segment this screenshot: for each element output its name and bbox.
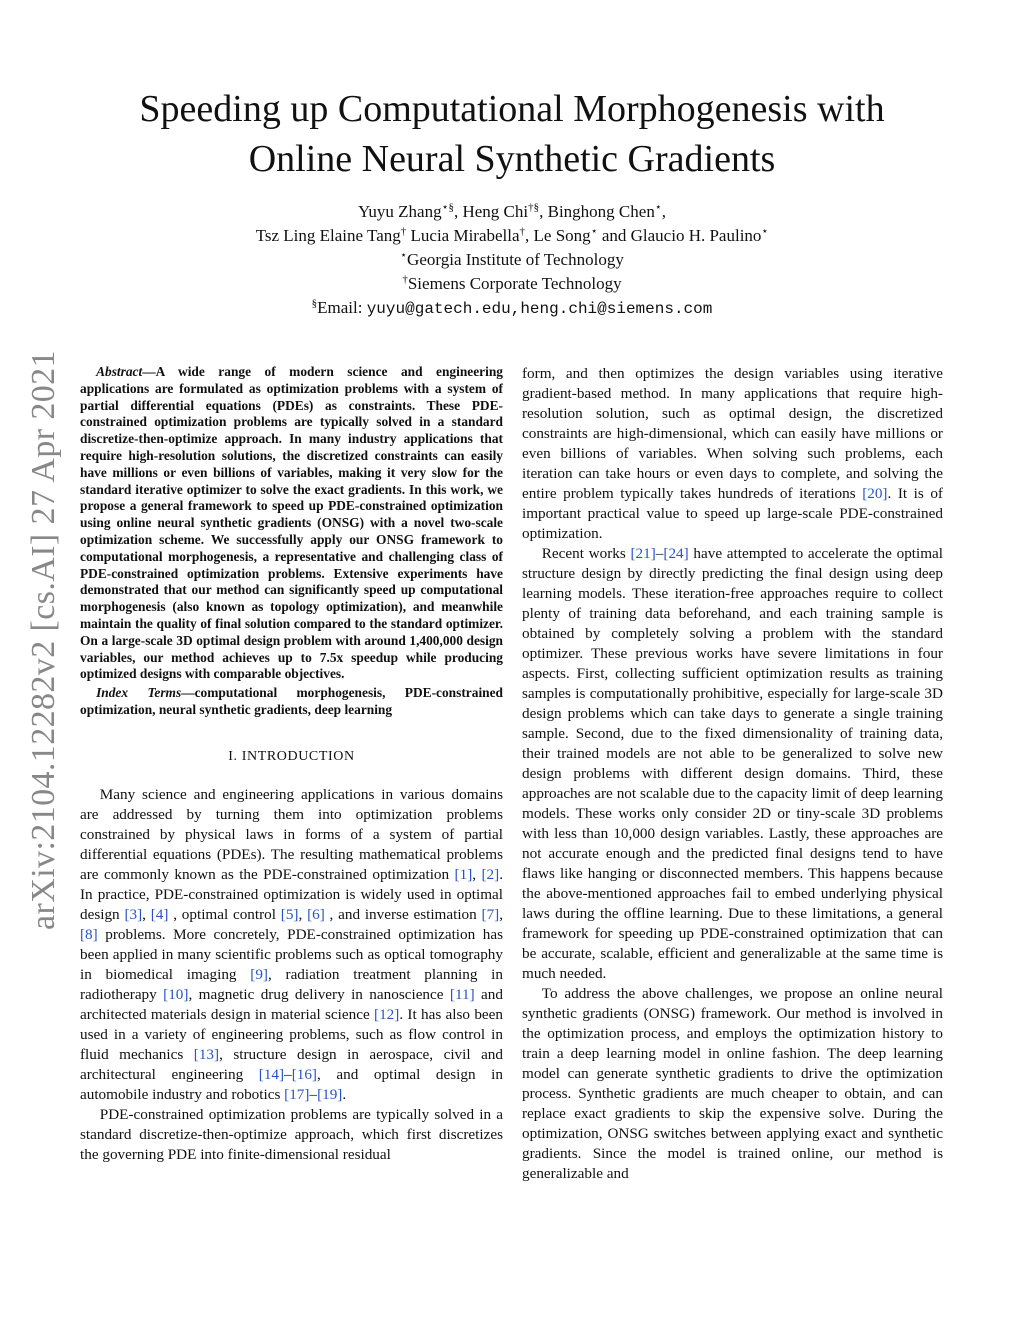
affiliation-mark: † <box>519 225 526 238</box>
citation-link[interactable]: [9] <box>250 965 268 983</box>
author-name: Tsz Ling Elaine Tang <box>255 226 401 245</box>
citation-link[interactable]: [16] <box>291 1065 317 1083</box>
body-text: problems. More concretely, PDE-constrained optimization has been applied in many scientific problems such as optical tomography in biomedical imaging <box>80 925 503 983</box>
body-text: form, and then optimizes the design variables using iterative gradient-based method. In many applications that require high-resolution solution, such as optimal design, the discretized constraints are high-dimensional, which can easily have millions or even billions of variables. When solving such problems, each iteration can take hours or even days to complete, and solving the entire problem typically takes hundreds of iterations <box>522 365 943 502</box>
citation-link[interactable]: [7] <box>481 905 500 923</box>
body-text: , optimal control <box>168 905 281 923</box>
citation-link[interactable]: [12] <box>374 1005 400 1023</box>
body-text: , radiation treatment planning in radiotherapy <box>80 965 503 1003</box>
author-name: , Le Song <box>525 226 591 245</box>
affiliation-mark: † <box>400 225 407 238</box>
citation-link[interactable]: [1] <box>454 865 473 883</box>
author-separator: , <box>661 202 666 221</box>
citation-link[interactable]: [20] <box>862 485 888 502</box>
author-block <box>0 200 1024 321</box>
intro-paragraph-1 <box>80 785 503 1105</box>
left-column <box>80 364 503 1165</box>
author-name: and Glaucio H. Paulino <box>597 226 762 245</box>
body-text: , <box>142 905 151 923</box>
affiliation-georgia-tech <box>0 248 1024 272</box>
abstract-label: Abstract <box>96 364 143 379</box>
citation-link[interactable]: [5] <box>280 905 299 923</box>
citation-link[interactable]: [24] <box>663 545 689 562</box>
body-text: , <box>472 865 482 883</box>
paper-title <box>0 84 1024 184</box>
affiliation-name: Georgia Institute of Technology <box>407 250 624 269</box>
body-text: and architected materials design in material science <box>80 985 503 1023</box>
author-name: , Binghong Chen <box>539 202 655 221</box>
citation-link[interactable]: [19] <box>317 1085 343 1103</box>
body-text: – <box>309 1085 318 1103</box>
body-text: , <box>298 905 308 923</box>
affiliation-siemens <box>0 272 1024 296</box>
citation-link[interactable]: [3] <box>124 905 143 923</box>
arxiv-identifier-stamp <box>26 320 62 960</box>
citation-link[interactable]: [10] <box>163 985 189 1003</box>
body-text: . It has also been used in a variety of engineering problems, such as flow control in fluid mechanics <box>80 1005 503 1063</box>
affiliation-mark: ⋆ <box>400 249 408 262</box>
index-terms-text: —computational morphogenesis, PDE-constrained optimization, neural synthetic gradients, deep learning <box>80 685 504 717</box>
email-addresses[interactable]: yuyu@gatech.edu,heng.chi@siemens.com <box>366 300 713 318</box>
contact-email <box>0 296 1024 321</box>
affiliation-mark: †§ <box>528 201 540 214</box>
author-line-2 <box>0 224 1024 248</box>
index-terms-label: Index Terms <box>96 685 182 701</box>
abstract-text: —A wide range of modern science and engineering applications are formulated as optimization problems with a system of partial differential equations (PDEs) as constraints. These PDE-constrained optimization problems are typically solved in a standard discretize-then-optimize approach. In many industry applications that require high-resolution solutions, the discretized constraints can easily have millions or even billions of variables, making it very slow for the standard iterative optimizer to solve the exact gradients. In this work, we propose a general framework to speed up PDE-constrained optimization using online neural synthetic gradients (ONSG) with a novel two-scale optimization scheme. We successfully apply our ONSG framework to computational morphogenesis, a representative and challenging class of PDE-constrained optimization problems. Extensive experiments have demonstrated that our method can significantly speed up computational morphogenesis (also known as topology optimization), and meanwhile maintain the quality of final solution compared to the standard optimizer. On a large-scale 3D optimal design problem with around 1,400,000 design variables, our method achieves up to 7.5x speedup while producing optimized designs with comparable objectives. <box>80 364 503 682</box>
affiliation-mark: † <box>402 273 408 286</box>
citation-link[interactable]: [11] <box>449 985 475 1003</box>
title-line-2: Online Neural Synthetic Gradients <box>248 138 776 180</box>
author-name: Yuyu Zhang <box>358 202 442 221</box>
citation-link[interactable]: [13] <box>193 1045 220 1063</box>
right-paragraph-1 <box>522 364 943 544</box>
citation-link[interactable]: [8] <box>80 925 98 943</box>
affiliation-mark: ⋆ <box>761 225 769 238</box>
body-text: – <box>655 545 664 562</box>
citation-link[interactable]: [2] <box>481 865 500 883</box>
email-label: Email: <box>317 298 367 317</box>
citation-link[interactable]: [17] <box>284 1085 310 1103</box>
citation-link[interactable]: [21] <box>630 545 656 562</box>
body-text: . <box>342 1085 347 1103</box>
right-paragraph-3: To address the above challenges, we propose an online neural synthetic gradients (ONSG) framework. Our method is involved in the optimization process, and employs the optimization history to train a deep learning model in online fashion. The deep learning model can generate synthetic gradients to drive the optimization process. Synthetic gradients are much cheaper to obtain, and can replace exact gradients to skip the expensive solve. During the optimization, ONSG switches between applying exact and synthetic gradients. Since the model is trained online, our method is generalizable and <box>522 985 943 1182</box>
citation-link[interactable]: [4] <box>150 905 169 923</box>
affiliation-name: Siemens Corporate Technology <box>407 274 622 293</box>
arxiv-identifier-text: arXiv:2104.12282v2 [cs.AI] 27 Apr 2021 <box>25 350 62 930</box>
author-line-1 <box>0 200 1024 224</box>
body-text: – <box>284 1065 292 1083</box>
body-text: , and optimal design in automobile industry and robotics <box>80 1065 503 1103</box>
citation-link[interactable]: [14] <box>258 1065 285 1083</box>
body-text: Many science and engineering applications in various domains are addressed by turning them into optimization problems constrained by physical laws in forms of a system of partial differential equations (PDEs). The resulting mathematical problems are commonly known as the PDE-constrained optimization <box>80 785 503 883</box>
body-text: , magnetic drug delivery in nanoscience <box>188 985 450 1003</box>
abstract <box>80 364 503 683</box>
body-text: . In practice, PDE-constrained optimization is widely used in optimal design <box>80 865 504 923</box>
affiliation-mark: § <box>311 297 318 310</box>
affiliation-mark: ⋆ <box>654 201 662 214</box>
section-heading-introduction: I. INTRODUCTION <box>228 748 355 764</box>
affiliation-mark: ⋆ <box>590 225 598 238</box>
body-text: , <box>499 905 504 923</box>
right-column <box>522 364 943 1184</box>
right-paragraph-2 <box>522 544 943 984</box>
body-text: , and inverse estimation <box>324 905 482 923</box>
index-terms <box>80 685 503 719</box>
intro-paragraph-2: PDE-constrained optimization problems are typically solved in a standard discretize-then-optimize approach, which first discretizes the governing PDE into finite-dimensional residual <box>80 1105 503 1163</box>
body-text: have attempted to accelerate the optimal structure design by directly predicting the final design using deep learning models. These iteration-free approaches require to collect plenty of training data beforehand, and each training sample is obtained by completely solving a problem with the standard optimizer. These previous works have severe limitations in four aspects. First, collecting sufficient optimization results as training samples is computationally prohibitive, especially for large-scale 3D design problems which can take days to generate a single training sample. Second, due to the fixed dimensionality of training data, their trained models are not able to be generalized to solve new design problems with different design domains. Third, these approaches are not scalable due to the capacity limit of deep learning models. These works only consider 2D or tiny-scale 3D problems with less than 10,000 design variables. Lastly, these approaches are not accurate enough and the predicted final designs tend to have flaws like hanging or disconnected members. This happens because the above-mentioned approaches fail to embed underlying physical laws during the offline learning. Due to these limitations, a general framework for speeding up PDE-constrained optimization that can be accurate, scalable, efficient and generalizable at the same time is much needed. <box>522 545 943 982</box>
author-name: Lucia Mirabella <box>406 226 520 245</box>
body-text: , structure design in aerospace, civil and architectural engineering <box>80 1045 503 1083</box>
author-name: , Heng Chi <box>453 202 529 221</box>
body-text: Recent works <box>541 545 631 562</box>
title-line-1: Speeding up Computational Morphogenesis with <box>139 88 885 130</box>
affiliation-mark: ⋆§ <box>441 201 454 214</box>
body-text: . It is of important practical value to speed up large-scale PDE-constrained optimization. <box>522 485 943 542</box>
citation-link[interactable]: [6] <box>307 905 325 923</box>
